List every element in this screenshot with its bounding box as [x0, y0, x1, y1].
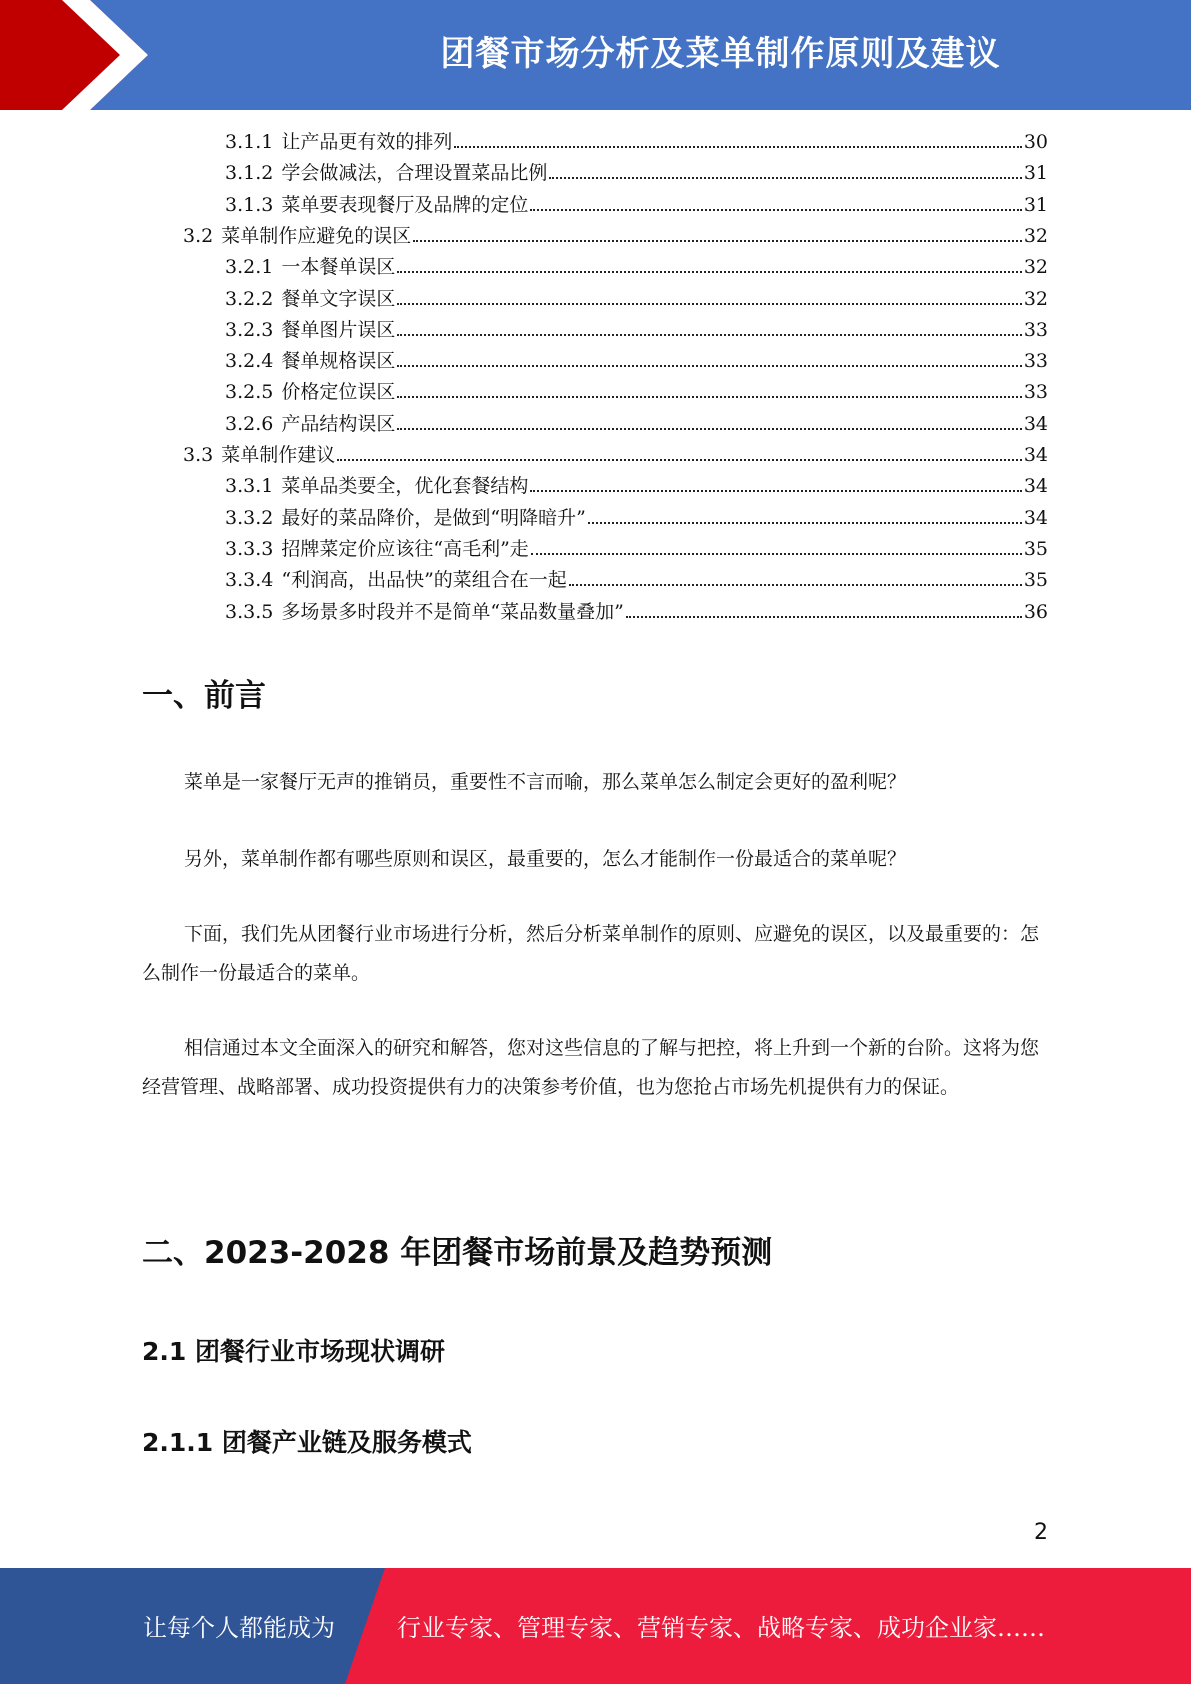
toc-entry-page: 35 — [1023, 537, 1048, 560]
toc-entry-page: 31 — [1023, 162, 1048, 185]
toc-entry-number: 3.2.6 — [225, 412, 274, 435]
toc-dot-leader — [397, 271, 1021, 273]
toc-dot-leader — [337, 459, 1022, 461]
toc-entry[interactable] — [225, 534, 1048, 564]
toc-entry-title: 餐单规格误区 — [281, 350, 396, 373]
subsection-heading: 2.1 团餐行业市场现状调研 — [142, 1337, 445, 1366]
toc-entry-number: 3.3 — [183, 444, 214, 466]
toc-entry-page: 31 — [1023, 193, 1048, 216]
toc-entry-page: 33 — [1023, 350, 1048, 373]
toc-entry-page: 30 — [1023, 131, 1048, 153]
toc-entry[interactable] — [225, 377, 1048, 407]
paragraph: 菜单是一家餐厅无声的推销员，重要性不言而喻，那么菜单怎么制定会更好的盈利呢？ — [184, 771, 907, 793]
toc-entry[interactable] — [225, 315, 1048, 345]
toc-entry[interactable] — [225, 284, 1048, 314]
toc-entry-number: 3.3.4 — [225, 569, 274, 592]
toc-entry-number: 3.2 — [183, 224, 214, 247]
page-number: 2 — [1034, 1520, 1048, 1545]
toc-entry[interactable] — [225, 190, 1048, 220]
toc-entry[interactable] — [225, 409, 1048, 439]
toc-entry-number: 3.2.1 — [225, 256, 274, 279]
toc-entry[interactable] — [225, 471, 1048, 501]
toc-entry-page: 33 — [1023, 381, 1048, 404]
paragraph: 相信通过本文全面深入的研究和解答，您对这些信息的了解与把控，将上升到一个新的台阶。这将为您经营管理、战略部署、成功投资提供有力的决策参考价值，也为您抢占市场先机提供有力的保证。 — [142, 1037, 1040, 1098]
toc-entry-number: 3.3.3 — [225, 537, 274, 560]
section-heading-preface: 一、前言 — [142, 678, 266, 714]
toc-entry-page: 34 — [1023, 475, 1048, 498]
page-footer — [0, 1568, 1191, 1684]
toc-entry-number: 3.2.3 — [225, 318, 274, 341]
toc-dot-leader — [397, 396, 1021, 398]
toc-entry-page: 35 — [1023, 569, 1048, 592]
paragraph: 另外，菜单制作都有哪些原则和误区，最重要的，怎么才能制作一份最适合的菜单呢？ — [184, 848, 907, 870]
toc-entry[interactable] — [225, 346, 1048, 376]
toc-entry[interactable] — [225, 158, 1048, 188]
header-title: 团餐市场分析及菜单制作原则及建议 — [440, 34, 1001, 74]
toc-entry-title: 菜单要表现餐厅及品牌的定位 — [281, 193, 529, 216]
toc-entry-title: 一本餐单误区 — [281, 256, 396, 279]
toc-entry-page: 34 — [1023, 506, 1048, 529]
page-header — [0, 0, 1191, 110]
toc-dot-leader — [530, 209, 1021, 211]
toc-entry-number: 3.1.1 — [225, 131, 274, 153]
toc-dot-leader — [569, 584, 1022, 586]
footer-slogan-right: 行业专家、管理专家、营销专家、战略专家、成功企业家…… — [397, 1614, 1045, 1642]
toc-entry-title: 让产品更有效的排列 — [281, 131, 453, 153]
toc-dot-leader — [531, 553, 1022, 555]
toc-entry-title: 菜单品类要全，优化套餐结构 — [281, 475, 529, 498]
toc-entry-page: 34 — [1023, 412, 1048, 435]
toc-entry-title: 学会做减法，合理设置菜品比例 — [281, 162, 548, 185]
header-arrow-icon — [0, 0, 160, 110]
toc-entry-page: 32 — [1023, 224, 1048, 247]
toc-dot-leader — [397, 428, 1021, 430]
toc-entry[interactable] — [225, 597, 1048, 627]
toc-entry-number: 3.1.3 — [225, 193, 274, 216]
toc-entry[interactable] — [183, 221, 1048, 251]
subsubsection-heading: 2.1.1 团餐产业链及服务模式 — [142, 1428, 472, 1457]
toc-dot-leader — [413, 240, 1022, 242]
toc-entry-page: 36 — [1023, 600, 1048, 623]
toc-entry[interactable] — [225, 252, 1048, 282]
toc-entry-number: 3.3.1 — [225, 475, 274, 498]
toc-entry-number: 3.2.5 — [225, 381, 274, 404]
toc-entry-title: 菜单制作应避免的误区 — [221, 224, 412, 247]
toc-dot-leader — [397, 365, 1021, 367]
toc-entry-title: 最好的菜品降价，是做到“明降暗升” — [281, 506, 586, 529]
toc-entry-number: 3.3.2 — [225, 506, 274, 529]
toc-entry-page: 32 — [1023, 287, 1048, 310]
toc-entry-title: 餐单图片误区 — [281, 318, 396, 341]
toc-dot-leader — [530, 490, 1021, 492]
toc-dot-leader — [397, 334, 1021, 336]
toc-entry-title: “利润高，出品快”的菜组合在一起 — [281, 569, 567, 592]
toc-dot-leader — [588, 522, 1022, 524]
toc-entry-title: 招牌菜定价应该往“高毛利”走 — [281, 537, 529, 560]
toc-dot-leader — [549, 177, 1021, 179]
toc-entry-number: 3.3.5 — [225, 600, 274, 623]
toc-entry[interactable] — [183, 440, 1048, 470]
toc-entry-title: 产品结构误区 — [281, 412, 396, 435]
toc-entry-title: 餐单文字误区 — [281, 287, 396, 310]
toc-entry-title: 菜单制作建议 — [221, 444, 336, 466]
toc-entry-title: 多场景多时段并不是简单“菜品数量叠加” — [281, 600, 624, 623]
section-heading-forecast: 二、2023-2028 年团餐市场前景及趋势预测 — [142, 1235, 773, 1271]
toc-dot-leader — [397, 303, 1021, 305]
toc-entry-title: 价格定位误区 — [281, 381, 396, 404]
toc-entry-page: 33 — [1023, 318, 1048, 341]
toc-entry[interactable] — [225, 503, 1048, 533]
toc-entry-number: 3.2.4 — [225, 350, 274, 373]
toc-entry-page: 34 — [1023, 444, 1048, 466]
toc-entry-page: 32 — [1023, 256, 1048, 279]
footer-slogan-left: 让每个人都能成为 — [143, 1614, 335, 1642]
toc-dot-leader — [454, 146, 1021, 148]
paragraph: 下面，我们先从团餐行业市场进行分析，然后分析菜单制作的原则、应避免的误区，以及最重要的：怎么制作一份最适合的菜单。 — [142, 923, 1040, 984]
toc-dot-leader — [626, 616, 1022, 618]
toc-entry-number: 3.1.2 — [225, 162, 274, 185]
toc-entry-number: 3.2.2 — [225, 287, 274, 310]
toc-entry[interactable] — [225, 127, 1048, 157]
toc-entry[interactable] — [225, 565, 1048, 595]
